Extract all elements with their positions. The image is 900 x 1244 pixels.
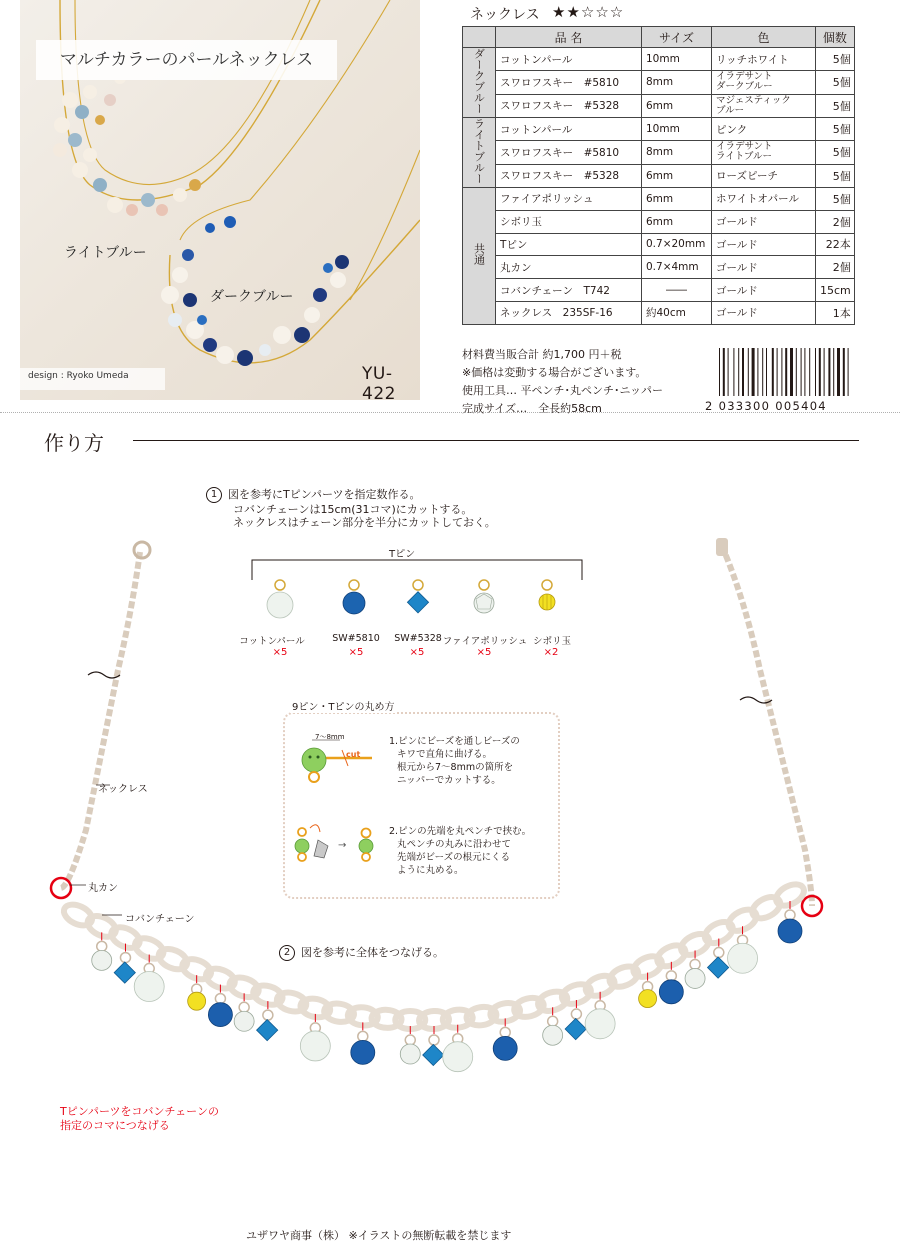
barcode-bar [843,348,845,396]
cell-name: ネックレス 235SF-16 [496,301,642,324]
cell-color-line: マジェスティック [716,94,791,106]
table-row [463,256,855,279]
cell-qty: 2個 [816,210,855,233]
cell-size: 10mm [642,48,712,71]
tpin-qty-shibori: ×2 [543,647,559,658]
barcode-bar [719,348,720,396]
barcode-bar [824,348,825,396]
step-1-line-3: ネックレスはチェーン部分を半分にカットしておく。 [233,516,496,529]
cell-color: ゴールド [712,233,816,256]
header-size: サイズ [642,27,712,48]
method-rule [133,440,859,441]
tpin-qty-firepolish: ×5 [476,647,492,658]
group-cell-light-blue [463,118,496,188]
cell-qty: 2個 [816,256,855,279]
tpin-name-firepolish: ファイアポリッシュ [442,636,528,647]
barcode-bar [748,348,749,396]
sw5810-bead [778,919,802,943]
cell-color-line: ダークブルー [716,81,773,93]
firepolish-bead [400,1044,420,1064]
tpin-loop [548,1016,558,1026]
tpin-loop [358,1031,368,1041]
cell-name: コバンチェーン T742 [496,279,642,302]
cell-size: 0.7×4mm [642,256,712,279]
shibori-bead [639,990,657,1008]
cell-color-line: ブルー [716,104,745,116]
photo-title: マルチカラーのパールネックレス [59,50,314,70]
group-cell-dark-blue [463,48,496,118]
cell-color: リッチホワイト [712,48,816,71]
price-note: ※価格は変動する場合がございます。 [462,366,647,379]
barcode [717,348,853,398]
table-row [463,94,855,117]
tpin-loop [785,910,795,920]
barcode-bar [752,348,755,396]
sw5810-bead [493,1036,517,1060]
product-photo [20,0,420,400]
cell-size: 8mm [642,71,712,94]
table-row [463,71,855,94]
sw5810-bead [351,1040,375,1064]
cell-size: ―― [642,279,712,302]
cell-name: スワロフスキー #5328 [496,94,642,117]
necklace-chain-right [722,546,812,906]
cell-size: 10mm [642,118,712,141]
cell-name: Tピン [496,233,642,256]
howto-2-line-4: ように丸める。 [397,865,464,876]
label-koban-chain: コバンチェーン [125,914,195,925]
group-label: 共通 [472,243,486,266]
cell-color [712,141,816,164]
cell-color-line: イラデサント [716,141,773,153]
cell-size: 6mm [642,210,712,233]
sw5328-bead [707,957,728,978]
step-1 [206,487,496,529]
cell-size: 8mm [642,141,712,164]
group-label: ライトブルー [472,118,486,184]
howto-1-line-2: キワで直角に曲げる。 [397,749,493,760]
tpin-loop [690,959,700,969]
barcode-bar [804,348,805,396]
tpin-name-shibori: シボリ玉 [532,636,571,647]
cell-color: ホワイトオパール [712,188,816,211]
tpin-loop [120,953,130,963]
barcode-bar [809,348,810,396]
footer: ユザワヤ商事（株） ※イラストの無断転載を禁じます [246,1229,512,1242]
howto-mm-label: 7〜8mm [315,733,345,741]
firepolish-bead [543,1025,563,1045]
label-dark-blue: ダークブルー [210,289,294,305]
sw5328-bead [257,1020,278,1041]
cell-color: ゴールド [712,279,816,302]
tpin-loop [429,1035,439,1045]
table-row [463,164,855,187]
cell-size: 0.7×20mm [642,233,712,256]
barcode-bar [781,348,782,396]
tpin-loop [571,1009,581,1019]
barcode-bar [772,348,774,396]
barcode-bar [801,348,802,396]
step-1-line-2: コバンチェーンは15cm(31コマ)にカットする。 [233,503,473,516]
cell-name: スワロフスキー #5810 [496,141,642,164]
table-body [463,48,855,325]
howto-2-line-3: 先端がビーズの根元にくる [397,852,511,863]
cell-qty: 5個 [816,48,855,71]
design-credit-bar [20,368,165,390]
cell-name: コットンパール [496,118,642,141]
cell-qty: 5個 [816,188,855,211]
firepolish-bead [234,1011,254,1031]
tpin-loop [405,1035,415,1045]
group-cell-common [463,188,496,325]
barcode-bar [785,348,787,396]
tools-text: 使用工具… 平ペンチ･丸ペンチ･ニッパー [462,384,664,397]
cell-color: ゴールド [712,210,816,233]
howto-1-line-4: ニッパーでカットする。 [397,775,501,786]
step-1-line-1: 図を参考にTピンパーツを指定数作る。 [228,488,421,501]
sw5810-bead [659,980,683,1004]
tpin-loop [239,1002,249,1012]
barcode-bar [848,348,849,396]
label-jump-ring: 丸カン [88,883,118,894]
pearl-bead [585,1009,615,1039]
howto-cut-label: cut [346,750,361,759]
cell-color: ローズピーチ [712,164,816,187]
materials-title: ネックレス [470,7,540,23]
tpin-loop [714,948,724,958]
method-title: 作り方 [44,431,104,455]
barcode-bar [723,348,725,396]
table-row [463,279,855,302]
tpin-loop [97,941,107,951]
product-code: YU-422 [362,364,396,400]
cell-name: スワロフスキー #5810 [496,71,642,94]
barcode-bar [766,348,767,396]
step-2-text: 図を参考に全体をつなげる。 [301,946,444,959]
howto-1-line-3: 根元から7〜8mmの箇所を [397,762,514,773]
size-text: 完成サイズ… 全長約58cm [462,402,602,415]
firepolish-bead [92,950,112,970]
barcode-bar [790,348,793,396]
cell-color [712,71,816,94]
barcode-bar [833,348,834,396]
cell-qty: 5個 [816,141,855,164]
sw5810-bead [208,1003,232,1027]
tpin-caption: Tピン [389,549,416,560]
cell-name: シボリ玉 [496,210,642,233]
cell-name: ファイアポリッシュ [496,188,642,211]
cell-qty: 22本 [816,233,855,256]
howto-1-line-1: 1.ピンにビーズを通しビーズの [389,736,520,747]
shibori-bead [188,992,206,1010]
divider [0,412,900,413]
table-row [463,118,855,141]
barcode-bar [728,348,729,396]
pearl-bead [300,1031,330,1061]
barcode-bar [742,348,744,396]
cell-color: ゴールド [712,256,816,279]
svg-text:→: → [338,840,347,851]
howto-2-line-1: 2.ピンの先端を丸ペンチで挟む。 [389,826,532,837]
cell-color-line: イラデサント [716,71,773,83]
sw5328-bead [565,1018,586,1039]
assembly-note-line-2: 指定のコマにつなげる [60,1119,170,1132]
firepolish-bead [685,968,705,988]
tpin-loop [215,994,225,1004]
tpin-qty-pearl: ×5 [272,647,288,658]
barcode-number: 2 033300 005404 [705,399,827,413]
cell-qty: 1本 [816,301,855,324]
cell-qty: 5個 [816,94,855,117]
table-row [463,141,855,164]
tpin-loop [666,971,676,981]
cell-qty: 15cm [816,279,855,302]
assembly-note-line-1: Tピンパーツをコバンチェーンの [60,1105,219,1118]
header-color: 色 [712,27,816,48]
cell-name: 丸カン [496,256,642,279]
step-2-number: 2 [279,945,295,961]
assembly-diagram [0,530,900,1130]
necklace-chain-left [60,552,140,888]
table-row [463,301,855,324]
photo-title-box [36,40,337,80]
sw5328-bead [423,1044,444,1065]
barcode-bar [828,348,830,396]
table-row [463,188,855,211]
tpin-loop [500,1027,510,1037]
cell-color: ピンク [712,118,816,141]
barcode-bar [837,348,840,396]
cell-size: 6mm [642,164,712,187]
table-row [463,210,855,233]
cost-text: 材料費当販合計 約1,700 円＋税 [462,348,622,361]
sw5328-bead [114,962,135,983]
tpin-loop [263,1010,273,1020]
tpin-name-sw5810: SW#5810 [332,633,380,644]
table-row [463,233,855,256]
barcode-bar [796,348,797,396]
howto-title: 9ピン・Tピンの丸め方 [290,698,396,713]
barcode-bar [819,348,821,396]
barcode-bar [733,348,734,396]
header-name: 品 名 [496,27,642,48]
barcode-bar [738,348,739,396]
barcode-bar [815,348,816,396]
cell-color: ゴールド [712,301,816,324]
cell-name: スワロフスキー #5328 [496,164,642,187]
howto-2-line-2: 丸ペンチの丸みに沿わせて [397,839,512,850]
cell-qty: 5個 [816,118,855,141]
barcode-bar [762,348,763,396]
cell-size: 6mm [642,94,712,117]
label-light-blue: ライトブルー [64,245,147,261]
info-block [462,346,663,418]
cell-color [712,94,816,117]
pearl-bead [728,943,758,973]
header-qty: 個数 [816,27,855,48]
cell-qty: 5個 [816,164,855,187]
materials-table [462,26,855,325]
tpin-name-pearl: コットンパール [239,636,305,647]
pearl-bead [443,1042,473,1072]
tpin-qty-sw5328: ×5 [409,647,425,658]
tpin-name-sw5328: SW#5328 [394,633,442,644]
plate-clasp [716,538,728,556]
group-label: ダークブルー [472,48,486,114]
cell-qty: 5個 [816,71,855,94]
table-row [463,48,855,71]
cell-size: 6mm [642,188,712,211]
barcode-bar [777,348,778,396]
barcode-bar [757,348,758,396]
cell-color-line: ライトブルー [716,151,773,163]
difficulty-stars: ★★☆☆☆ [552,3,625,21]
assembly-note [60,1105,219,1133]
design-credit: design : Ryoko Umeda [28,371,129,381]
cell-size: 約40cm [642,301,712,324]
pearl-bead [134,972,164,1002]
table-header-row [463,27,855,48]
tpin-qty-sw5810: ×5 [348,647,364,658]
jump-ring-left [51,878,71,898]
step-1-number: 1 [206,487,222,503]
label-necklace: ネックレス [98,784,148,795]
cell-name: コットンパール [496,48,642,71]
